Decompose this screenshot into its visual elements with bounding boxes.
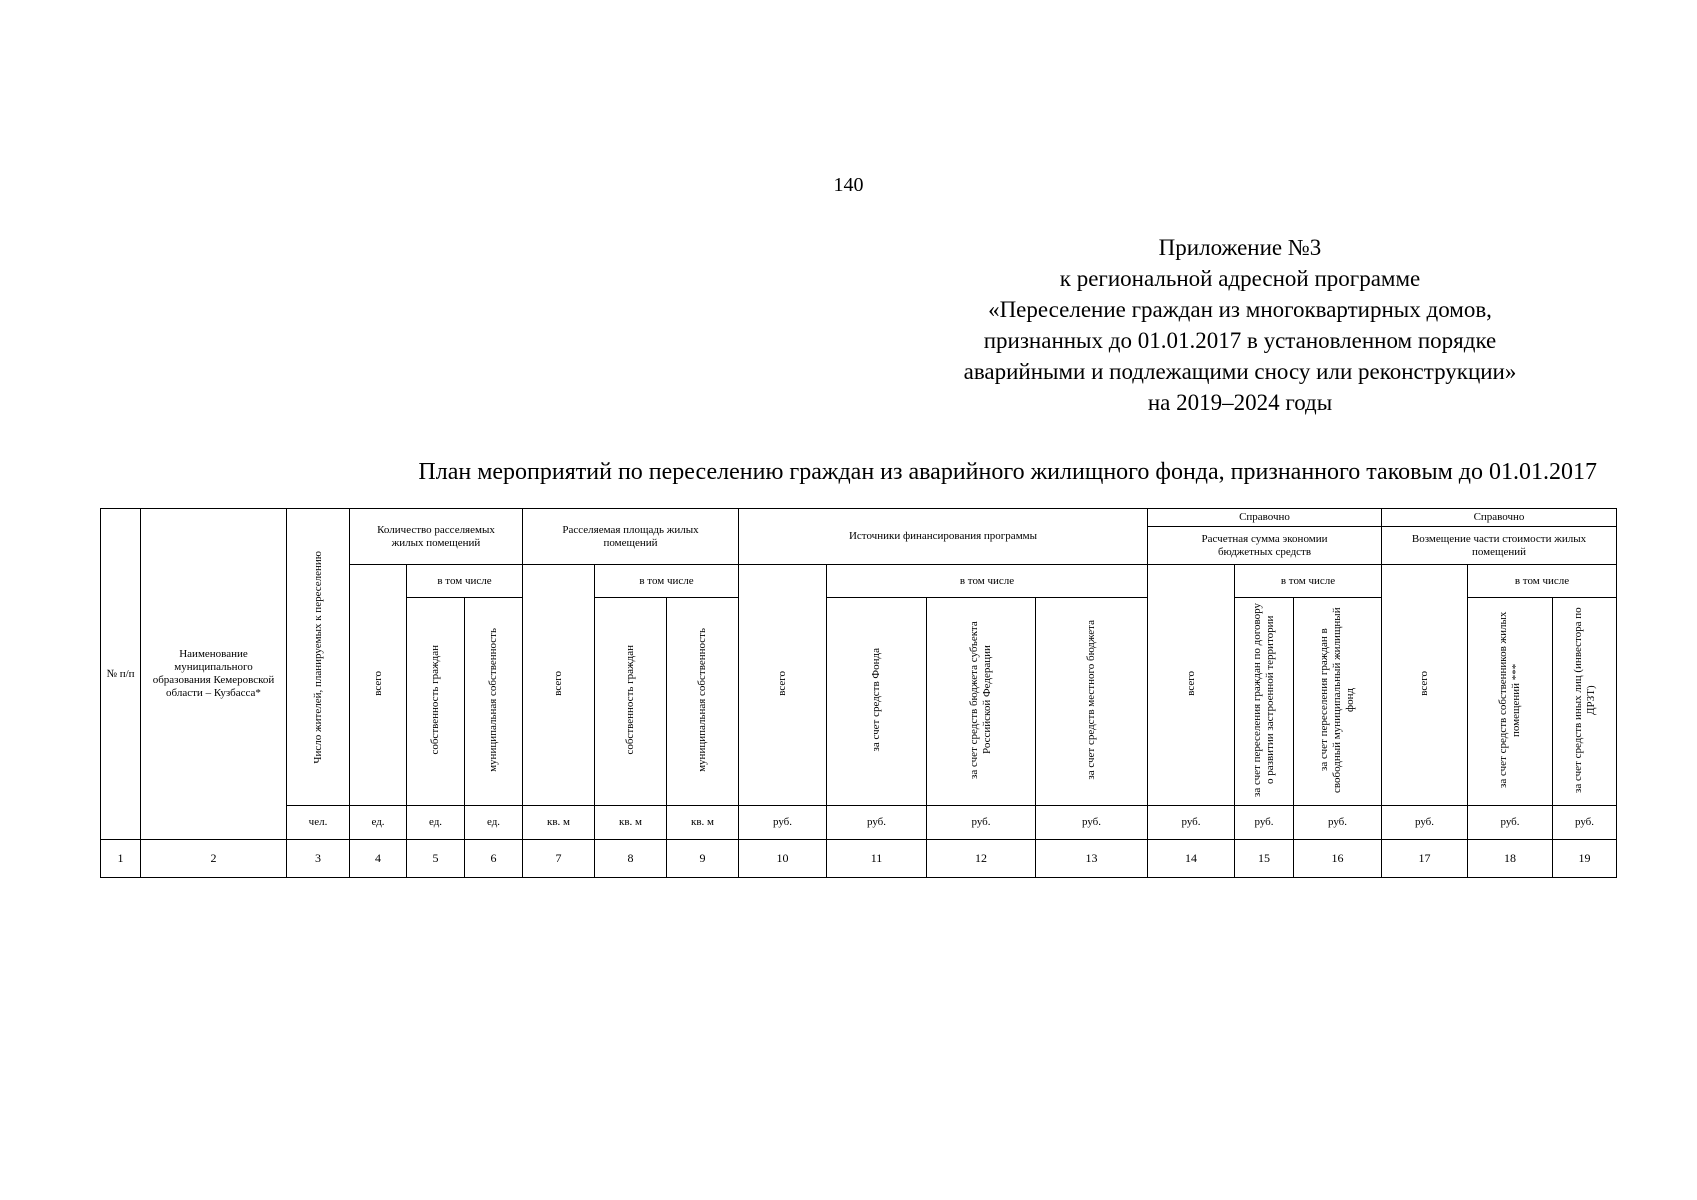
area-municipal-property: муниципальная собственность xyxy=(667,598,739,806)
compensation-other-persons: за счет средств иных лиц (инвестора по ДРЗТ) xyxy=(1553,598,1617,806)
column-number: 11 xyxy=(827,840,927,878)
area-total: всего xyxy=(523,565,595,806)
header-finance-group: Источники финансирования программы xyxy=(739,509,1148,565)
area-citizens-property: собственность граждан xyxy=(595,598,667,806)
header-area-group: Расселяемая площадь жилых помещений xyxy=(523,509,739,565)
column-number: 6 xyxy=(465,840,523,878)
column-number: 7 xyxy=(523,840,595,878)
column-number: 10 xyxy=(739,840,827,878)
unit-cell: руб. xyxy=(827,806,927,840)
unit-cell: руб. xyxy=(1468,806,1553,840)
header-economy-group: Расчетная сумма экономии бюджетных средств xyxy=(1148,527,1382,565)
column-number: 18 xyxy=(1468,840,1553,878)
unit-cell: руб. xyxy=(739,806,827,840)
finance-including: в том числе xyxy=(827,565,1148,598)
compensation-owners-funds: за счет средств собственников жилых помещений *** xyxy=(1468,598,1553,806)
column-number: 14 xyxy=(1148,840,1235,878)
unit-cell: кв. м xyxy=(595,806,667,840)
compensation-total: всего xyxy=(1382,565,1468,806)
economy-total: всего xyxy=(1148,565,1235,806)
unit-cell: руб. xyxy=(1553,806,1617,840)
economy-including: в том числе xyxy=(1235,565,1382,598)
header-reference-2: Справочно xyxy=(1382,509,1617,527)
page-number: 140 xyxy=(833,174,864,196)
compensation-including: в том числе xyxy=(1468,565,1617,598)
appendix-line: Приложение №3 xyxy=(1158,235,1322,260)
header-residents: Число жителей, планируемых к переселению xyxy=(287,509,350,806)
header-count-group: Количество расселяемых жилых помещений xyxy=(350,509,523,565)
header-compensation-group: Возмещение части стоимости жилых помещений xyxy=(1382,527,1617,565)
column-number: 16 xyxy=(1294,840,1382,878)
count-total: всего xyxy=(350,565,407,806)
unit-cell: руб. xyxy=(1294,806,1382,840)
finance-local-budget: за счет средств местного бюджета xyxy=(1036,598,1148,806)
appendix-line: «Переселение граждан из многоквартирных домов, xyxy=(988,297,1492,322)
appendix-line: на 2019–2024 годы xyxy=(1147,390,1333,415)
unit-cell: руб. xyxy=(1235,806,1294,840)
plan-table xyxy=(100,508,1617,878)
unit-cell: кв. м xyxy=(523,806,595,840)
unit-cell: руб. xyxy=(1382,806,1468,840)
unit-cell: ед. xyxy=(465,806,523,840)
count-municipal-property: муниципальная собственность xyxy=(465,598,523,806)
unit-cell: ед. xyxy=(350,806,407,840)
column-number: 13 xyxy=(1036,840,1148,878)
column-number: 4 xyxy=(350,840,407,878)
column-number: 5 xyxy=(407,840,465,878)
unit-cell: чел. xyxy=(287,806,350,840)
appendix-line: признанных до 01.01.2017 в установленном порядке xyxy=(983,328,1497,353)
count-including: в том числе xyxy=(407,565,523,598)
count-citizens-property: собственность граждан xyxy=(407,598,465,806)
column-number: 8 xyxy=(595,840,667,878)
unit-cell: руб. xyxy=(1036,806,1148,840)
column-number: 19 xyxy=(1553,840,1617,878)
header-reference-1: Справочно xyxy=(1148,509,1382,527)
unit-cell: кв. м xyxy=(667,806,739,840)
economy-free-fund: за счет переселения граждан в свободный муниципальный жилищный фонд xyxy=(1294,598,1382,806)
finance-total: всего xyxy=(739,565,827,806)
unit-cell: ед. xyxy=(407,806,465,840)
column-number: 17 xyxy=(1382,840,1468,878)
column-number: 1 xyxy=(101,840,141,878)
column-number: 9 xyxy=(667,840,739,878)
appendix-line: аварийными и подлежащими сносу или реконструкции» xyxy=(963,359,1517,384)
area-including: в том числе xyxy=(595,565,739,598)
economy-dev-contract: за счет переселения граждан по договору о развитии застроенной территории xyxy=(1235,598,1294,806)
column-number: 3 xyxy=(287,840,350,878)
plan-title: План мероприятий по переселению граждан из аварийного жилищного фонда, признанного таковым до 01.01.2017 xyxy=(418,459,1597,485)
header-municipality: Наименование муниципального образования Кемеровской области – Кузбасса* xyxy=(141,509,287,840)
unit-cell: руб. xyxy=(927,806,1036,840)
finance-fund: за счет средств Фонда xyxy=(827,598,927,806)
appendix-line: к региональной адресной программе xyxy=(1059,266,1421,291)
unit-cell: руб. xyxy=(1148,806,1235,840)
column-number: 2 xyxy=(141,840,287,878)
appendix-heading xyxy=(880,232,1600,418)
finance-subject-budget: за счет средств бюджета субъекта Российской Федерации xyxy=(927,598,1036,806)
column-number: 15 xyxy=(1235,840,1294,878)
header-num: № п/п xyxy=(101,509,141,840)
column-number: 12 xyxy=(927,840,1036,878)
